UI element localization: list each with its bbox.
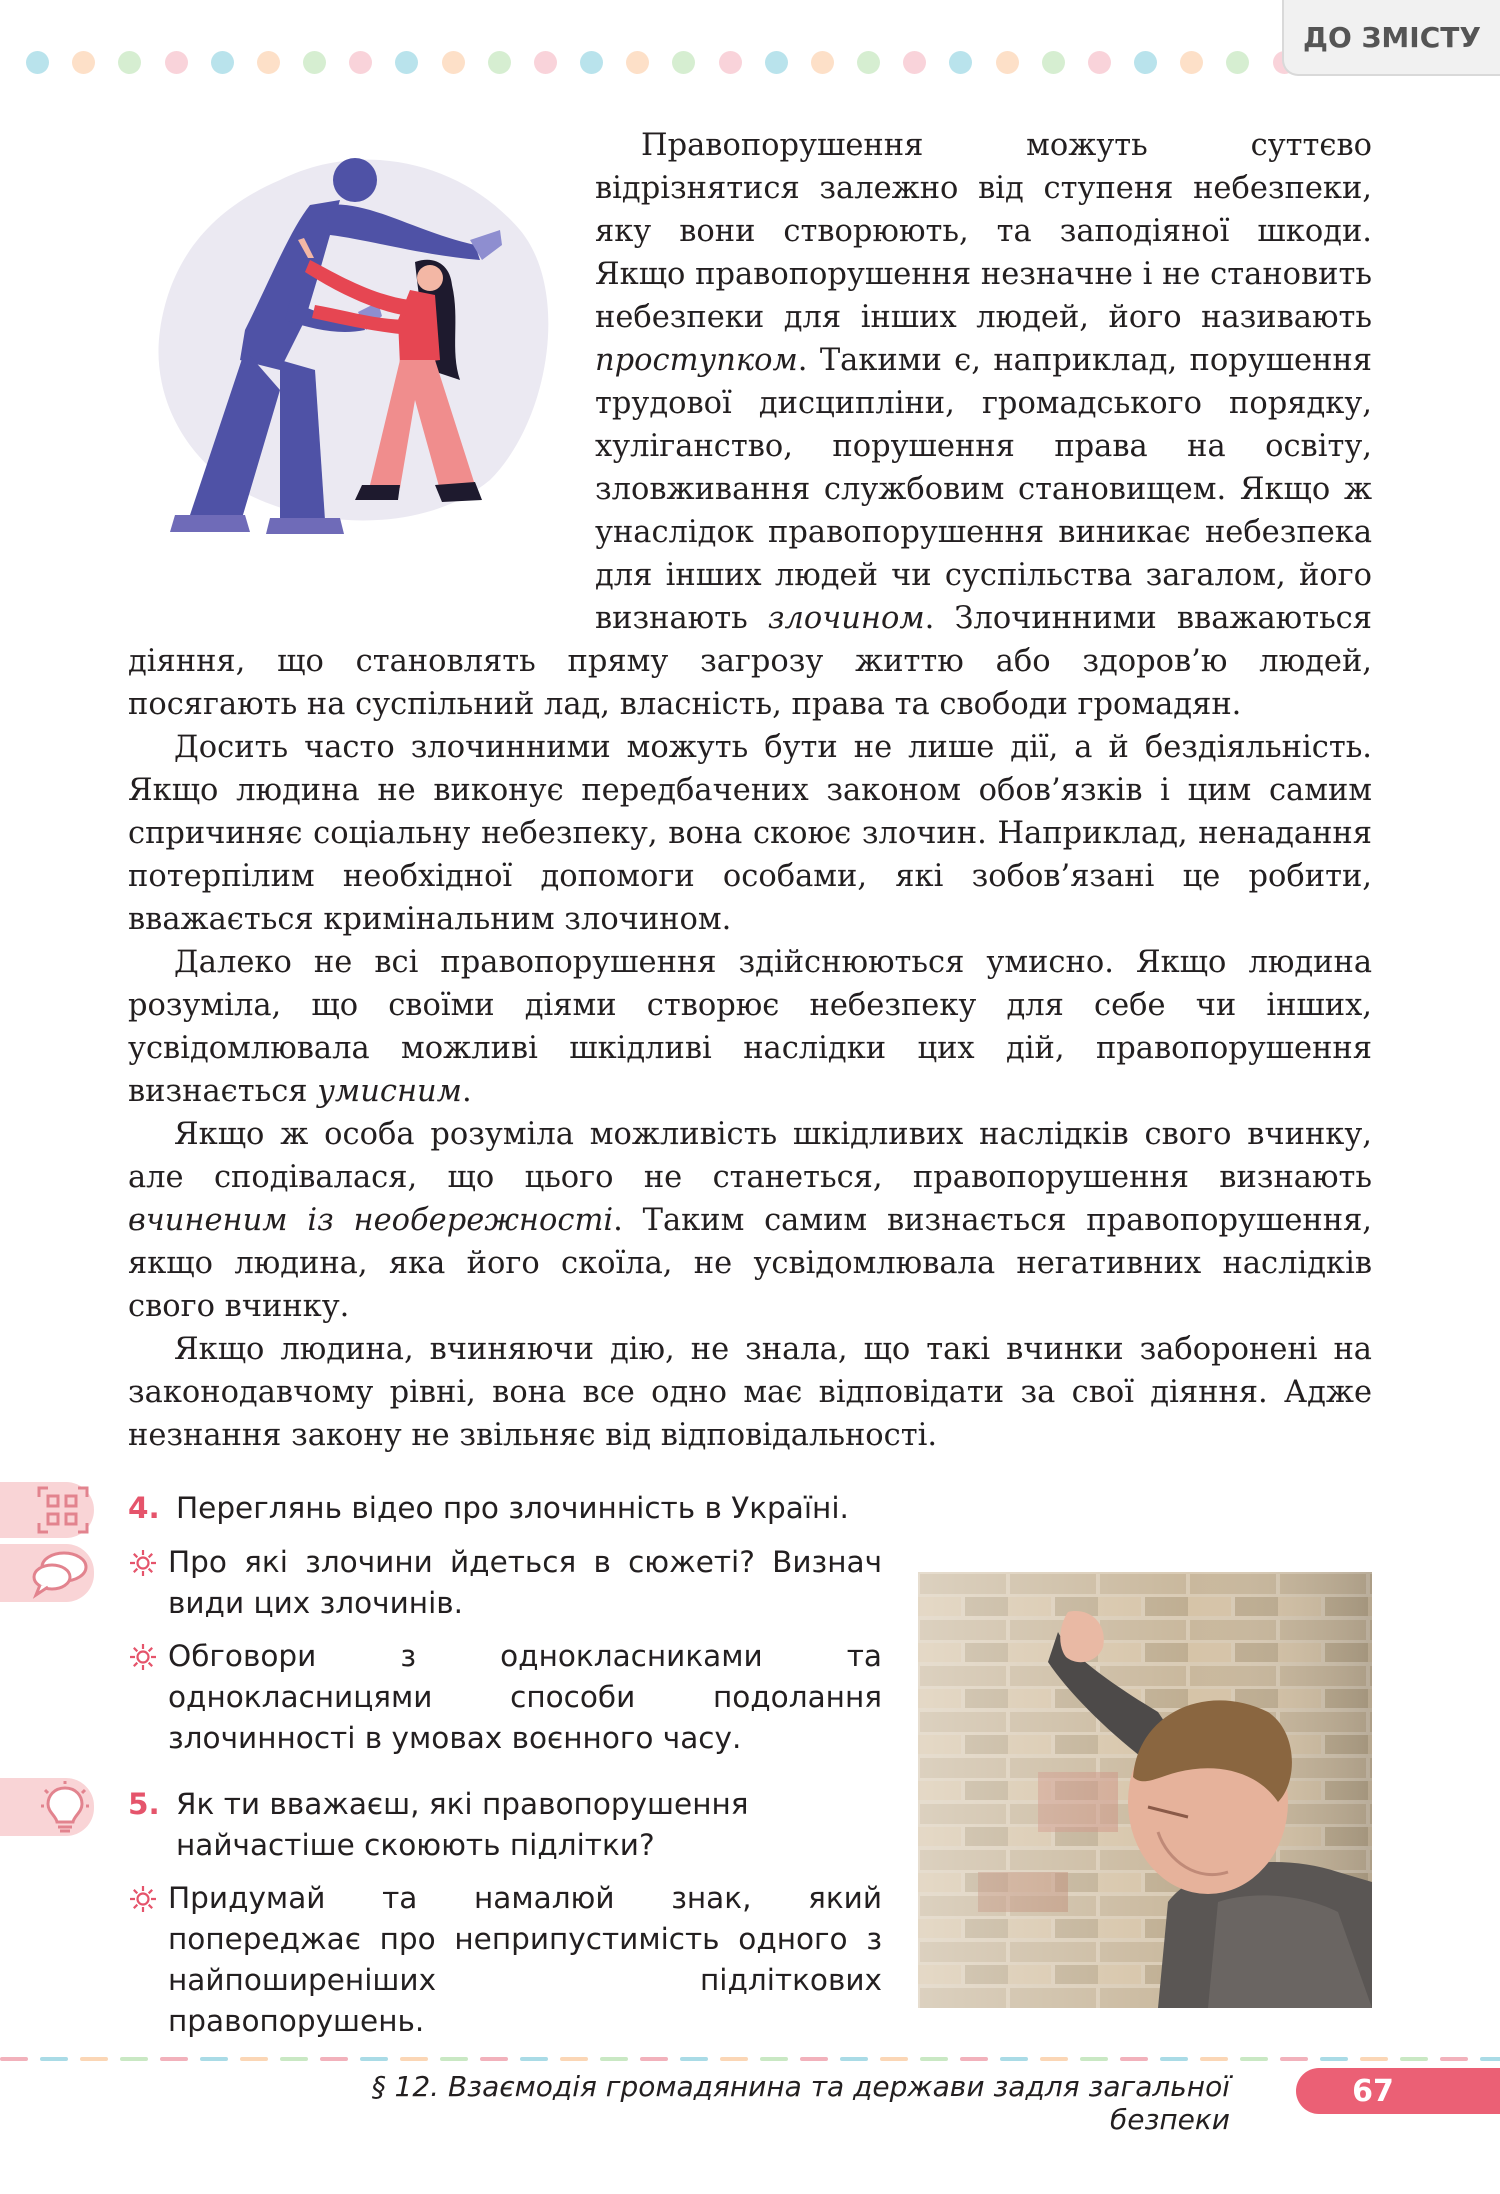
photo-boy-at-wall xyxy=(918,1572,1372,2008)
footer-dash xyxy=(280,2057,308,2061)
paragraph xyxy=(128,1328,1372,1457)
decorative-dot xyxy=(580,51,603,74)
qr-tab[interactable] xyxy=(0,1482,94,1538)
decorative-dot xyxy=(1134,51,1157,74)
footer-dash xyxy=(480,2057,508,2061)
footer-dash xyxy=(920,2057,948,2061)
footer-dash xyxy=(200,2057,228,2061)
page-number: 67 xyxy=(1296,2068,1500,2114)
text-run: Далеко не всі правопорушення здійснюються умисно. Якщо людина розуміла, що своїми діями створює небезпеку для себе чи інших, усвідомлювала можливі шкідливі наслідки цих дій, правопорушення визнається xyxy=(128,945,1372,1109)
decorative-dot xyxy=(349,51,372,74)
decorative-dot xyxy=(719,51,742,74)
footer-dash xyxy=(1480,2057,1500,2061)
task-text: Як ти вважаєш, які правопорушення найчастіше скоюють підлітки? xyxy=(176,1787,749,1862)
decorative-dot xyxy=(626,51,649,74)
footer-dash xyxy=(600,2057,628,2061)
term-italic: проступком xyxy=(595,343,798,378)
decorative-dot xyxy=(903,51,926,74)
task-number: 4. xyxy=(128,1491,160,1525)
footer-dash xyxy=(0,2057,28,2061)
task-text: Переглянь відео про злочинність в Україні. xyxy=(176,1491,849,1525)
sun-bullet-icon xyxy=(128,1642,158,1672)
text-run: . Такими є, наприклад, порушення трудової дисципліни, громадського порядку, хуліганство, порушення права на освіту, зловживання службовим становищем. Якщо ж унаслідок правопорушення виникає небезпека для інших людей чи суспільства загалом, його визнають xyxy=(595,343,1372,636)
decorative-dot xyxy=(857,51,880,74)
decorative-dot xyxy=(1180,51,1203,74)
footer-dash xyxy=(760,2057,788,2061)
footer-dash xyxy=(1400,2057,1428,2061)
footer-dash xyxy=(1360,2057,1388,2061)
bullet-text: Про які злочини йдеться в сюжеті? Визнач види цих злочинів. xyxy=(168,1545,882,1620)
main-text xyxy=(128,124,1372,1457)
text-run: Якщо людина, вчиняючи дію, не знала, що такі вчинки заборонені на законодавчому рівні, вона все одно має відповідати за свої діяння. Адже незнання закону не звільняє від відповідальності. xyxy=(128,1332,1372,1453)
footer-dash xyxy=(1160,2057,1188,2061)
decorative-dot xyxy=(395,51,418,74)
decorative-dot xyxy=(1226,51,1249,74)
footer-chapter-title: § 12. Взаємодія громадянина та держави задля загальної безпеки xyxy=(371,2070,1230,2136)
sun-bullet-icon xyxy=(128,1884,158,1914)
decorative-dot xyxy=(118,51,141,74)
footer-dash xyxy=(1120,2057,1148,2061)
footer-dash xyxy=(400,2057,428,2061)
footer-dash xyxy=(960,2057,988,2061)
qr-code-icon xyxy=(36,1485,90,1535)
text-run: . Таким самим визнається правопорушення, якщо людина, яка його скоїла, не усвідомлювала негативних наслідків свого вчинку. xyxy=(128,1203,1373,1324)
decorative-dots-row xyxy=(26,50,1296,74)
task-4 xyxy=(128,1488,888,1529)
paragraph xyxy=(128,1113,1372,1328)
footer-dash xyxy=(800,2057,828,2061)
task-5-bullet-1 xyxy=(168,1878,882,2042)
footer-dash xyxy=(1200,2057,1228,2061)
footer-dash xyxy=(1080,2057,1108,2061)
decorative-dot xyxy=(811,51,834,74)
footer-dash xyxy=(320,2057,348,2061)
decorative-dot xyxy=(1088,51,1111,74)
footer-dash xyxy=(520,2057,548,2061)
decorative-dot xyxy=(488,51,511,74)
decorative-dot xyxy=(442,51,465,74)
text-run: Якщо ж особа розуміла можливість шкідливих наслідків свого вчинку, але сподівалася, що цього не станеться, правопорушення визнають xyxy=(128,1117,1372,1195)
text-run: Досить часто злочинними можуть бути не лише дії, а й бездіяльність. Якщо людина не виконує передбачених законом обов’язків і цим самим спричиняє соціальну небезпеку, вона скоює злочин. Наприклад, ненадання потерпілим необхідної допомоги особами, які зобов’язані це робити, вважається кримінальним злочином. xyxy=(128,730,1372,937)
decorative-dot xyxy=(165,51,188,74)
term-italic: вчиненим із необережності xyxy=(128,1203,614,1238)
decorative-dot xyxy=(211,51,234,74)
paragraph xyxy=(128,941,1372,1113)
footer-dash xyxy=(640,2057,668,2061)
decorative-dot xyxy=(303,51,326,74)
idea-tab[interactable] xyxy=(0,1778,94,1836)
footer-dash xyxy=(1040,2057,1068,2061)
decorative-dot xyxy=(534,51,557,74)
footer-dash xyxy=(840,2057,868,2061)
decorative-dot xyxy=(765,51,788,74)
footer-dash xyxy=(160,2057,188,2061)
text-run: Правопорушення можуть суттєво відрізнятися залежно від ступеня небезпеки, яку вони створюють, та заподіяної шкоди. Якщо правопорушення незначне і не становить небезпеки для інших людей, його називають xyxy=(595,128,1372,335)
chat-bubble-icon xyxy=(30,1547,90,1599)
footer-dash xyxy=(240,2057,268,2061)
footer-dash xyxy=(40,2057,68,2061)
decorative-dot xyxy=(996,51,1019,74)
decorative-dot xyxy=(949,51,972,74)
text-run: . xyxy=(461,1074,472,1109)
task-4-bullet-1 xyxy=(168,1542,882,1624)
footer-dash xyxy=(1240,2057,1268,2061)
paragraph xyxy=(128,726,1372,941)
footer-dash xyxy=(1320,2057,1348,2061)
illustration-space xyxy=(128,124,595,616)
footer-dash xyxy=(440,2057,468,2061)
footer-dash xyxy=(560,2057,588,2061)
footer-dash xyxy=(1000,2057,1028,2061)
text-run: . Злочинними вважаються діяння, що становлять пряму загрозу життю або здоров’ю людей, посягають на суспільний лад, власність, права та свободи громадян. xyxy=(128,601,1372,722)
bullet-text: Обговори з однокласниками та однокласницями способи подолання злочинності в умовах воєнного часу. xyxy=(168,1639,882,1755)
term-italic: злочином xyxy=(767,601,925,636)
decorative-dot xyxy=(257,51,280,74)
footer-dash xyxy=(360,2057,388,2061)
discussion-tab[interactable] xyxy=(0,1544,94,1602)
decorative-dot xyxy=(72,51,95,74)
decorative-dot xyxy=(1042,51,1065,74)
footer-dash xyxy=(80,2057,108,2061)
decorative-dot xyxy=(26,51,49,74)
sun-bullet-icon xyxy=(128,1548,158,1578)
lightbulb-icon xyxy=(40,1780,90,1834)
task-4-bullet-2 xyxy=(168,1636,882,1759)
toc-button[interactable]: ДО ЗМІСТУ xyxy=(1282,0,1500,76)
decorative-dot xyxy=(672,51,695,74)
bullet-text: Придумай та намалюй знак, який попереджає про неприпустимість одного з найпоширеніших підліткових правопорушень. xyxy=(168,1881,882,2038)
footer-dashed-line xyxy=(0,2056,1500,2062)
term-italic: умисним xyxy=(317,1074,462,1109)
footer-dash xyxy=(720,2057,748,2061)
footer-dash xyxy=(880,2057,908,2061)
task-number: 5. xyxy=(128,1787,160,1821)
footer-dash xyxy=(120,2057,148,2061)
footer-dash xyxy=(1440,2057,1468,2061)
task-5 xyxy=(128,1784,888,1866)
footer-dash xyxy=(1280,2057,1308,2061)
footer-dash xyxy=(680,2057,708,2061)
